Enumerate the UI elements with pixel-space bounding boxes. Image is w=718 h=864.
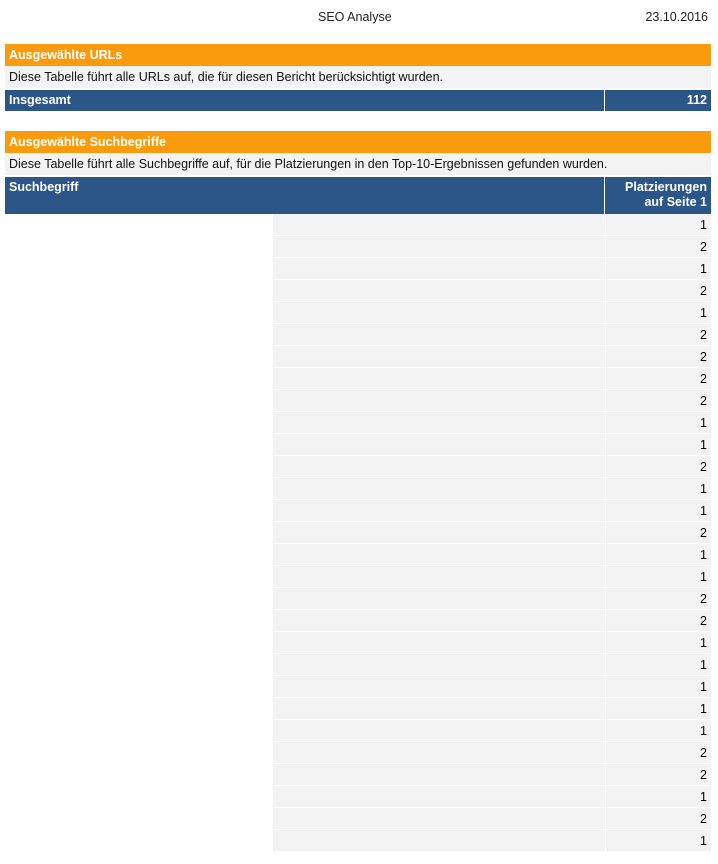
urls-total-row — [5, 90, 711, 111]
table-row — [273, 324, 711, 346]
table-row — [273, 720, 711, 742]
table-row — [273, 742, 711, 764]
table-row — [273, 346, 711, 368]
keyword-cell — [273, 390, 605, 411]
keywords-section-title: Ausgewählte Suchbegriffe — [5, 131, 711, 153]
keyword-cell — [273, 632, 605, 653]
column-header-placements-line2: auf Seite 1 — [644, 195, 707, 209]
placements-cell: 1 — [606, 544, 711, 565]
table-row — [273, 786, 711, 808]
keyword-cell — [273, 368, 605, 389]
placements-cell: 1 — [606, 676, 711, 697]
table-row — [273, 632, 711, 654]
table-row — [273, 390, 711, 412]
keyword-cell — [273, 478, 605, 499]
placements-cell: 1 — [606, 302, 711, 323]
table-row — [273, 544, 711, 566]
table-row — [273, 456, 711, 478]
placements-cell: 1 — [606, 654, 711, 675]
table-row — [273, 236, 711, 258]
placements-cell: 2 — [606, 742, 711, 763]
table-row — [273, 764, 711, 786]
urls-section-description: Diese Tabelle führt alle URLs auf, die für diesen Bericht berücksichtigt wurden. — [5, 66, 711, 88]
keyword-cell — [273, 324, 605, 345]
keyword-cell — [273, 456, 605, 477]
table-row — [273, 478, 711, 500]
table-row — [273, 368, 711, 390]
placements-cell: 1 — [606, 830, 711, 851]
total-label: Insgesamt — [5, 90, 605, 111]
urls-section-title: Ausgewählte URLs — [5, 44, 711, 66]
table-row — [273, 830, 711, 852]
page-header — [0, 0, 718, 34]
keyword-cell — [273, 698, 605, 719]
placements-cell: 2 — [606, 368, 711, 389]
placements-cell: 1 — [606, 786, 711, 807]
table-row — [273, 676, 711, 698]
column-header-placements-line1: Platzierungen — [625, 180, 707, 194]
table-row — [273, 412, 711, 434]
placements-cell: 2 — [606, 522, 711, 543]
keyword-cell — [273, 500, 605, 521]
report-title: SEO Analyse — [318, 10, 392, 24]
placements-cell: 2 — [606, 346, 711, 367]
table-row — [273, 258, 711, 280]
placements-cell: 1 — [606, 720, 711, 741]
table-row — [273, 214, 711, 236]
keyword-cell — [273, 544, 605, 565]
table-row — [273, 610, 711, 632]
placements-cell: 1 — [606, 478, 711, 499]
column-header-term: Suchbegriff — [5, 177, 605, 214]
placements-cell: 2 — [606, 280, 711, 301]
table-row — [273, 566, 711, 588]
table-row — [273, 588, 711, 610]
keyword-cell — [273, 412, 605, 433]
keyword-cell — [273, 302, 605, 323]
total-value: 112 — [686, 93, 707, 107]
keyword-cell — [273, 808, 605, 829]
placements-cell: 1 — [606, 566, 711, 587]
column-header-placements — [606, 177, 711, 214]
keyword-cell — [273, 566, 605, 587]
placements-cell: 2 — [606, 324, 711, 345]
placements-cell: 1 — [606, 500, 711, 521]
keywords-table-body — [273, 214, 711, 852]
placements-cell: 1 — [606, 698, 711, 719]
keyword-cell — [273, 786, 605, 807]
keyword-cell — [273, 588, 605, 609]
placements-cell: 2 — [606, 390, 711, 411]
keyword-cell — [273, 830, 605, 851]
keyword-cell — [273, 434, 605, 455]
keyword-cell — [273, 236, 605, 257]
placements-cell: 2 — [606, 236, 711, 257]
keyword-cell — [273, 764, 605, 785]
report-date: 23.10.2016 — [645, 10, 708, 24]
placements-cell: 1 — [606, 214, 711, 235]
keyword-cell — [273, 676, 605, 697]
keyword-cell — [273, 214, 605, 235]
table-row — [273, 654, 711, 676]
keyword-cell — [273, 610, 605, 631]
table-row — [273, 302, 711, 324]
keyword-cell — [273, 346, 605, 367]
placements-cell: 1 — [606, 434, 711, 455]
placements-cell: 1 — [606, 412, 711, 433]
keyword-cell — [273, 522, 605, 543]
keyword-cell — [273, 280, 605, 301]
table-row — [273, 522, 711, 544]
placements-cell: 1 — [606, 632, 711, 653]
keyword-cell — [273, 258, 605, 279]
placements-cell: 2 — [606, 764, 711, 785]
placements-cell: 1 — [606, 258, 711, 279]
keyword-cell — [273, 742, 605, 763]
keyword-cell — [273, 720, 605, 741]
table-row — [273, 280, 711, 302]
table-row — [273, 808, 711, 830]
placements-cell: 2 — [606, 808, 711, 829]
table-row — [273, 698, 711, 720]
table-row — [273, 434, 711, 456]
placements-cell: 2 — [606, 610, 711, 631]
keyword-cell — [273, 654, 605, 675]
keywords-table-header — [5, 177, 711, 214]
keywords-section-description: Diese Tabelle führt alle Suchbegriffe auf, für die Platzierungen in den Top-10-Ergebnissen gefunden wurden. — [5, 153, 711, 175]
placements-cell: 2 — [606, 456, 711, 477]
table-row — [273, 500, 711, 522]
placements-cell: 2 — [606, 588, 711, 609]
